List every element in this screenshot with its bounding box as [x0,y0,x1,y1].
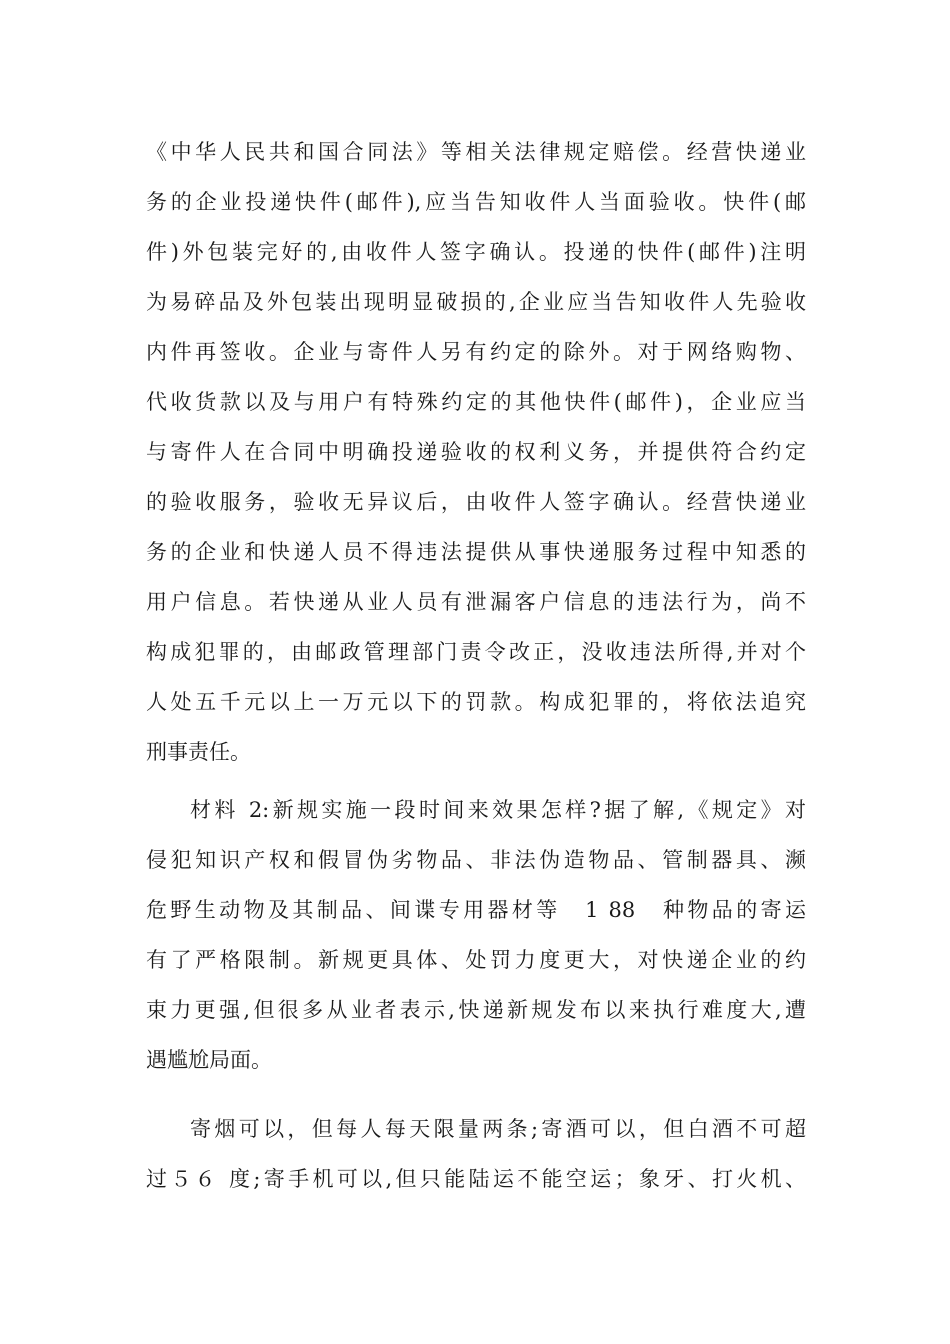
paragraph-material-2 [146,785,806,1085]
text-line: 侵犯知识产权和假冒伪劣物品、非法伪造物品、管制器具、濒 [146,848,806,872]
text-line: 件)外包装完好的,由收件人签字确认。投递的快件(邮件)注明 [146,240,806,264]
text-line: 务的企业和快递人员不得违法提供从事快递服务过程中知悉的 [146,540,806,564]
paragraph-spacer [146,1085,806,1104]
text-line: 束力更强,但很多从业者表示,快递新规发布以来执行难度大,遭 [146,998,806,1022]
paragraph-spacer [146,777,806,785]
text-line: 用户信息。若快递从业人员有泄漏客户信息的违法行为，尚不 [146,590,806,614]
text-line: 材料 2:新规实施一段时间来效果怎样?据了解,《规定》对 [190,798,806,822]
text-line: 有了严格限制。新规更具体、处罚力度更大，对快递企业的约 [146,948,806,972]
text-line: 内件再签收。企业与寄件人另有约定的除外。对于网络购物、 [146,340,806,364]
text-line: 的验收服务，验收无异议后，由收件人签字确认。经营快递业 [146,490,806,514]
text-line: 危野生动物及其制品、间谍专用器材等 1 88 种物品的寄运 [146,898,806,922]
text-line: 代收货款以及与用户有特殊约定的其他快件(邮件)，企业应当 [146,390,806,414]
text-line: 与寄件人在合同中明确投递验收的权利义务，并提供符合约定 [146,440,806,464]
document-body [146,127,806,1204]
text-line: 寄烟可以，但每人每天限量两条;寄酒可以，但白酒不可超 [190,1117,806,1141]
text-line: 刑事责任。 [146,740,251,764]
paragraph-restrictions [146,1104,806,1204]
text-line: 为易碎品及外包装出现明显破损的,企业应当告知收件人先验收 [146,290,806,314]
text-line: 遇尴尬局面。 [146,1048,272,1072]
text-line: 过５６ 度;寄手机可以,但只能陆运不能空运；象牙、打火机、 [146,1167,806,1191]
paragraph-liability [146,127,806,777]
text-line: 《中华人民共和国合同法》等相关法律规定赔偿。经营快递业 [146,140,806,164]
text-line: 人处五千元以上一万元以下的罚款。构成犯罪的，将依法追究 [146,690,806,714]
text-line: 构成犯罪的，由邮政管理部门责令改正，没收违法所得,并对个 [146,640,806,664]
text-line: 务的企业投递快件(邮件),应当告知收件人当面验收。快件(邮 [146,190,806,214]
